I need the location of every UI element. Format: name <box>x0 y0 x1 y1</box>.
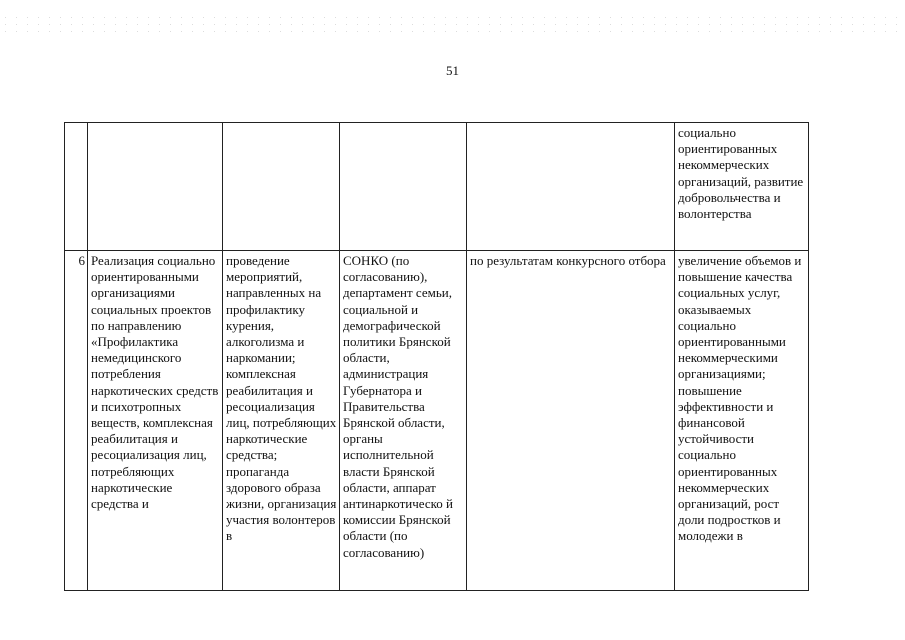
cell-name-6: Реализация социально ориентированными организациями социальных проектов по направлению «Профилактика немедицинского потребления наркотических средств и психотропных веществ, комплексная реабилитация и ресоциализация лиц, потребляющих наркотические средства и <box>88 251 223 591</box>
table-row-6 <box>65 251 809 591</box>
program-table <box>64 122 809 591</box>
cell-executors-6: СОНКО (по согласованию), департамент семьи, социальной и демографической политики Брянской области, администрация Губернатора и Правительства Брянской области, органы исполнительной власти Брянской области, аппарат антинаркотическо й комиссии Брянской области (по согласованию) <box>340 251 467 591</box>
page-number: 51 <box>446 63 459 78</box>
table-row-continued <box>65 123 809 251</box>
cell-term-continued <box>467 123 675 251</box>
cell-term-6: по результатам конкурсного отбора <box>467 251 675 591</box>
cell-num-6: 6 <box>65 251 88 591</box>
cell-executors-continued <box>340 123 467 251</box>
cell-num-continued <box>65 123 88 251</box>
cell-result-continued: социально ориентированных некоммерческих организаций, развитие добровольчества и волонтерства <box>675 123 809 251</box>
cell-result-6: увеличение объемов и повышение качества социальных услуг, оказываемых социально ориентированными некоммерческими организациями; повышение эффективности и финансовой устойчивости социально ориентированных некоммерческих организаций, рост доли подростков и молодежи в <box>675 251 809 591</box>
cell-measures-6: проведение мероприятий, направленных на профилактику курения, алкоголизма и наркомании; комплексная реабилитация и ресоциализация лиц, потребляющих наркотические средства; пропаганда здорового образа жизни, организация участия волонтеров в <box>223 251 340 591</box>
cell-name-continued <box>88 123 223 251</box>
scan-noise-strip <box>0 14 905 34</box>
cell-measures-continued <box>223 123 340 251</box>
